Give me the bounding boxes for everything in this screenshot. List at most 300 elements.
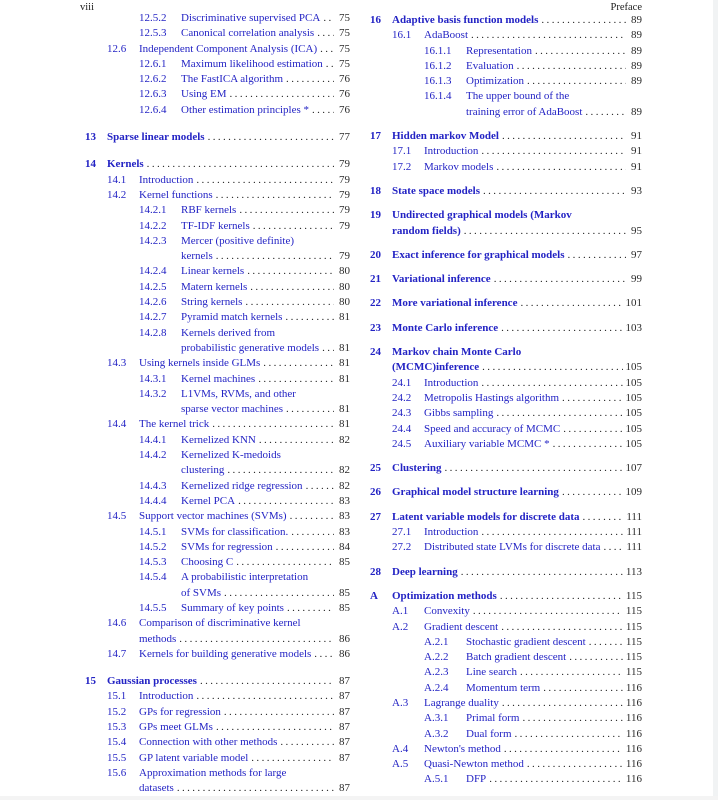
toc-entry-number: 24	[370, 346, 381, 359]
toc-entry-title: Maximum likelihood estimation	[181, 57, 323, 70]
toc-dot-leader	[258, 372, 334, 387]
toc-dot-leader	[251, 751, 334, 766]
toc-page-number: 87	[339, 705, 350, 718]
toc-entry[interactable]	[85, 751, 350, 766]
toc-dot-leader	[224, 705, 334, 720]
toc-entry[interactable]	[85, 203, 350, 218]
toc-page-number: 105	[625, 437, 642, 450]
toc-entry-title: TF-IDF kernels	[181, 219, 250, 232]
toc-entry[interactable]	[370, 525, 642, 540]
toc-chapter-entry[interactable]	[370, 565, 642, 580]
toc-page-number: 89	[631, 59, 642, 72]
toc-entry-title: methods	[139, 632, 177, 645]
toc-entry[interactable]	[85, 689, 350, 704]
toc-chapter-entry[interactable]	[370, 224, 642, 239]
toc-entry[interactable]	[370, 711, 642, 726]
toc-entry[interactable]	[370, 144, 642, 159]
toc-entry[interactable]	[370, 665, 642, 680]
toc-entry-number: 17.2	[392, 160, 412, 173]
toc-page-number: 79	[339, 204, 350, 217]
toc-chapter-entry[interactable]	[370, 461, 642, 476]
toc-entry-number: A.2.1	[424, 635, 449, 648]
toc-entry-title: Variational inference	[392, 273, 491, 286]
toc-entry-title: State space models	[392, 184, 480, 197]
toc-entry[interactable]	[370, 406, 642, 421]
toc-entry[interactable]	[370, 757, 642, 772]
scan-edge-right	[713, 0, 718, 800]
toc-entry-title: Deep learning	[392, 565, 458, 578]
toc-entry[interactable]	[85, 417, 350, 432]
toc-entry-number: 14.5.5	[139, 601, 167, 614]
toc-entry[interactable]	[85, 341, 350, 356]
toc-entry-title: Markov models	[424, 160, 494, 173]
toc-entry[interactable]	[85, 463, 350, 478]
toc-entry[interactable]	[370, 74, 642, 89]
toc-chapter-entry[interactable]	[85, 674, 350, 689]
toc-dot-leader	[317, 26, 334, 41]
toc-entry[interactable]	[85, 219, 350, 234]
toc-entry[interactable]	[370, 89, 642, 104]
toc-entry-number: 12.6.3	[139, 88, 167, 101]
toc-page-number: 116	[625, 742, 642, 755]
toc-dot-leader	[494, 272, 626, 287]
toc-dot-leader	[481, 376, 622, 391]
toc-dot-leader	[216, 720, 334, 735]
toc-page-number: 85	[339, 556, 350, 569]
toc-page-number: 115	[625, 635, 642, 648]
toc-entry[interactable]	[85, 295, 350, 310]
toc-entry[interactable]	[370, 604, 642, 619]
toc-entry[interactable]	[85, 326, 350, 341]
toc-page-number: 115	[625, 651, 642, 664]
toc-entry-title: Line search	[466, 666, 517, 679]
toc-entry[interactable]	[85, 555, 350, 570]
toc-page-number: 105	[625, 361, 642, 374]
toc-chapter-entry[interactable]	[370, 184, 642, 199]
toc-page-number: 116	[625, 758, 642, 771]
toc-entry-title: L1VMs, RVMs, and other	[181, 387, 296, 400]
toc-dot-leader	[520, 296, 622, 311]
toc-entry-number: 15.1	[107, 690, 127, 703]
toc-page-number: 99	[631, 273, 642, 286]
toc-entry[interactable]	[85, 479, 350, 494]
toc-entry-title: Mercer (positive definite)	[181, 234, 295, 247]
toc-entry-title: GP latent variable model	[139, 751, 249, 764]
toc-dot-leader	[286, 72, 334, 87]
toc-page-number: 81	[339, 341, 350, 354]
toc-entry[interactable]	[85, 234, 350, 249]
page-number-folio: viii	[80, 2, 95, 13]
toc-entry-title: The upper bound of the	[466, 90, 570, 103]
toc-entry[interactable]	[370, 376, 642, 391]
toc-entry-title: Using EM	[181, 88, 227, 101]
toc-entry-title: Adaptive basis function models	[392, 14, 539, 26]
toc-entry-title: Introduction	[424, 145, 479, 158]
toc-dot-leader	[461, 565, 623, 580]
toc-dot-leader	[250, 280, 334, 295]
toc-entry-number: 14.5	[107, 510, 127, 523]
running-head-preface: Preface	[610, 2, 642, 13]
toc-entry-number: 28	[370, 565, 381, 578]
toc-page-number: 82	[339, 433, 350, 446]
toc-page-number: 111	[626, 526, 642, 539]
toc-dot-leader	[276, 540, 334, 555]
toc-page-number: 79	[339, 188, 350, 201]
toc-dot-leader	[569, 650, 623, 665]
toc-dot-leader	[230, 87, 334, 102]
toc-entry-title: Momentum term	[466, 681, 541, 694]
toc-entry-number: 17.1	[392, 145, 412, 158]
toc-dot-leader	[501, 620, 623, 635]
toc-entry-title: Discriminative supervised PCA	[181, 12, 321, 24]
toc-entry-number: 15.2	[107, 705, 127, 718]
toc-entry[interactable]	[370, 540, 642, 555]
toc-page-number: 105	[625, 407, 642, 420]
toc-entry-number: 27.1	[392, 526, 412, 539]
toc-dot-leader	[527, 757, 623, 772]
toc-dot-leader	[227, 463, 334, 478]
toc-dot-leader	[568, 248, 626, 263]
toc-entry[interactable]	[370, 635, 642, 650]
toc-page-number: 81	[339, 403, 350, 416]
toc-page-number: 79	[339, 173, 350, 186]
toc-page-number: 115	[625, 605, 642, 618]
toc-entry-number: 14.5.1	[139, 525, 167, 538]
toc-entry[interactable]	[85, 11, 350, 26]
toc-entry[interactable]	[85, 26, 350, 41]
toc-entry[interactable]	[85, 402, 350, 417]
toc-entry[interactable]	[370, 681, 642, 696]
toc-entry-number: A.1	[392, 605, 409, 618]
toc-chapter-entry[interactable]	[370, 248, 642, 263]
toc-page-number: 115	[625, 620, 642, 633]
toc-entry-number: 23	[370, 321, 381, 334]
toc-entry-title: RBF kernels	[181, 204, 237, 217]
toc-dot-leader	[291, 525, 334, 540]
toc-entry-title: Introduction	[424, 376, 479, 389]
toc-dot-leader	[196, 173, 334, 188]
toc-chapter-entry[interactable]	[370, 485, 642, 500]
toc-dot-leader	[196, 689, 334, 704]
toc-entry[interactable]	[85, 103, 350, 118]
toc-entry[interactable]	[85, 173, 350, 188]
toc-entry-title: kernels	[181, 250, 213, 263]
toc-entry[interactable]	[85, 433, 350, 448]
toc-page-number: 75	[339, 57, 350, 70]
toc-entry-title: Auxiliary variable MCMC *	[424, 437, 550, 450]
toc-entry-number: 25	[370, 462, 381, 475]
toc-entry-title: Summary of key points	[181, 601, 284, 614]
toc-page-number: 76	[339, 73, 350, 86]
toc-dot-leader	[239, 203, 334, 218]
toc-entry-number: 14.7	[107, 647, 127, 660]
toc-entry-title: Kernelized KNN	[181, 433, 256, 446]
toc-entry[interactable]	[370, 44, 642, 59]
toc-entry[interactable]	[370, 650, 642, 665]
toc-dot-leader	[259, 433, 334, 448]
toc-page-number: 105	[625, 422, 642, 435]
toc-page-number: 81	[339, 372, 350, 385]
toc-page-number: 87	[339, 675, 350, 688]
toc-page-number: 82	[339, 464, 350, 477]
toc-entry-number: 26	[370, 486, 381, 499]
toc-entry[interactable]	[85, 72, 350, 87]
toc-entry-number: 16.1.3	[424, 75, 452, 88]
toc-page-number: 86	[339, 647, 350, 660]
toc-chapter-entry[interactable]	[370, 208, 642, 223]
toc-entry-title: Batch gradient descent	[466, 651, 567, 664]
toc-page-number: 81	[339, 311, 350, 324]
toc-entry-number: 24.2	[392, 391, 412, 404]
toc-dot-leader	[320, 42, 334, 57]
toc-entry[interactable]	[85, 632, 350, 647]
toc-entry-title: random fields)	[392, 224, 461, 237]
toc-entry[interactable]	[370, 696, 642, 711]
toc-entry[interactable]	[85, 601, 350, 616]
toc-page-number: 83	[339, 525, 350, 538]
toc-entry-number: 15	[85, 675, 96, 688]
toc-page-number: 87	[339, 721, 350, 734]
toc-dot-leader	[543, 681, 623, 696]
toc-dot-leader	[471, 28, 626, 43]
toc-entry-number: 14.2.4	[139, 265, 167, 278]
toc-chapter-entry[interactable]	[370, 272, 642, 287]
toc-chapter-entry[interactable]	[370, 360, 642, 375]
toc-column-left	[85, 11, 350, 797]
toc-entry-title: sparse vector machines	[181, 403, 284, 416]
toc-page-number: 75	[339, 27, 350, 40]
toc-entry[interactable]	[85, 540, 350, 555]
toc-entry[interactable]	[370, 742, 642, 757]
toc-dot-leader	[285, 310, 334, 325]
toc-column-right	[370, 13, 642, 788]
toc-entry[interactable]	[85, 356, 350, 371]
toc-chapter-entry[interactable]	[370, 129, 642, 144]
toc-entry-number: 16.1	[392, 29, 412, 42]
toc-dot-leader	[502, 129, 626, 144]
toc-dot-leader	[177, 781, 334, 796]
toc-entry-title: Gradient descent	[424, 620, 499, 633]
toc-page-number: 81	[339, 357, 350, 370]
toc-entry-title: Independent Component Analysis (ICA)	[139, 42, 318, 55]
toc-dot-leader	[504, 742, 623, 757]
toc-page-number: 84	[339, 540, 350, 553]
toc-entry[interactable]	[85, 372, 350, 387]
toc-entry-number: 14.2.3	[139, 234, 167, 247]
toc-entry-number: 14.2.8	[139, 326, 167, 339]
toc-page-number: 75	[339, 12, 350, 24]
toc-entry[interactable]	[85, 586, 350, 601]
toc-chapter-entry[interactable]	[370, 589, 642, 604]
toc-entry-number: 24.3	[392, 407, 412, 420]
toc-entry[interactable]	[85, 766, 350, 781]
toc-page-number: 91	[631, 145, 642, 158]
toc-entry[interactable]	[370, 28, 642, 43]
toc-entry-number: 14.4	[107, 418, 127, 431]
toc-entry-title: Pyramid match kernels	[181, 311, 283, 324]
toc-entry[interactable]	[370, 437, 642, 452]
toc-entry-number: 14.4.2	[139, 449, 167, 462]
toc-page-number: 111	[626, 541, 642, 554]
toc-chapter-entry[interactable]	[370, 321, 642, 336]
toc-dot-leader	[200, 674, 334, 689]
toc-entry-title: Support vector machines (SVMs)	[139, 510, 287, 523]
toc-page-number: 89	[631, 105, 642, 118]
toc-page-number: 93	[631, 184, 642, 197]
toc-entry-number: 12.5.3	[139, 27, 167, 40]
toc-page-number: 91	[631, 130, 642, 143]
toc-entry-number: 14.2.6	[139, 296, 167, 309]
toc-entry-title: Quasi-Newton method	[424, 758, 524, 771]
toc-entry-title: AdaBoost	[424, 29, 468, 42]
toc-dot-leader	[553, 437, 623, 452]
toc-chapter-entry[interactable]	[370, 13, 642, 28]
toc-entry[interactable]	[370, 620, 642, 635]
toc-dot-leader	[445, 461, 623, 476]
toc-entry[interactable]	[370, 105, 642, 120]
toc-entry-number: 14.4.3	[139, 479, 167, 492]
toc-chapter-entry[interactable]	[370, 510, 642, 525]
toc-chapter-entry[interactable]	[370, 345, 642, 360]
toc-entry-title: Optimization methods	[392, 589, 497, 602]
toc-entry-title: Gibbs sampling	[424, 407, 494, 420]
toc-entry-title: of SVMs	[181, 586, 222, 599]
toc-entry-title: Dual form	[466, 727, 512, 740]
toc-page-number: 116	[625, 727, 642, 740]
toc-dot-leader	[290, 509, 334, 524]
toc-entry[interactable]	[85, 264, 350, 279]
toc-entry-number: 21	[370, 273, 381, 286]
toc-dot-leader	[489, 772, 623, 787]
toc-entry[interactable]	[370, 391, 642, 406]
toc-page-number: 87	[339, 751, 350, 764]
toc-entry[interactable]	[85, 616, 350, 631]
toc-entry[interactable]	[85, 87, 350, 102]
toc-page-number: 76	[339, 103, 350, 116]
toc-entry[interactable]	[370, 160, 642, 175]
toc-dot-leader	[314, 647, 334, 662]
toc-chapter-entry[interactable]	[85, 157, 350, 172]
toc-entry-number: 14.2	[107, 188, 127, 201]
toc-entry[interactable]	[370, 772, 642, 787]
toc-entry-title: training error of AdaBoost	[466, 105, 583, 118]
toc-page-number: 97	[631, 248, 642, 261]
toc-dot-leader	[147, 157, 334, 172]
toc-entry-number: A.5	[392, 758, 409, 771]
toc-entry-title: Markov chain Monte Carlo	[392, 346, 522, 359]
toc-entry-title: Speed and accuracy of MCMC	[424, 422, 561, 435]
toc-entry-title: Kernel PCA	[181, 494, 236, 507]
toc-dot-leader	[253, 219, 334, 234]
toc-entry-number: 19	[370, 209, 381, 222]
toc-entry-title: Optimization	[466, 75, 525, 88]
toc-entry-number: 14.3.2	[139, 387, 167, 400]
toc-page-number: 79	[339, 250, 350, 263]
toc-entry-number: 27.2	[392, 541, 412, 554]
toc-dot-leader	[496, 406, 622, 421]
toc-entry-number: A.2	[392, 620, 409, 633]
toc-page-number: 95	[631, 224, 642, 237]
toc-entry-number: 12.6.1	[139, 57, 167, 70]
toc-entry[interactable]	[85, 647, 350, 662]
toc-entry[interactable]	[85, 705, 350, 720]
toc-entry-number: A.3.1	[424, 712, 449, 725]
toc-entry-title: Comparison of discriminative kernel	[139, 617, 301, 630]
toc-entry[interactable]	[85, 42, 350, 57]
toc-entry[interactable]	[85, 310, 350, 325]
toc-entry[interactable]	[85, 525, 350, 540]
toc-chapter-entry[interactable]	[85, 130, 350, 145]
toc-entry-number: 27	[370, 510, 381, 523]
toc-entry[interactable]	[85, 781, 350, 796]
toc-entry-title: Kernel functions	[139, 188, 213, 201]
toc-entry-title: SVMs for regression	[181, 540, 273, 553]
toc-page-number: 75	[339, 42, 350, 55]
toc-entry-number: 12.6.4	[139, 103, 167, 116]
toc-entry-number: A.4	[392, 742, 409, 755]
toc-entry[interactable]	[85, 509, 350, 524]
toc-entry-number: 12.6	[107, 42, 127, 55]
toc-entry-title: datasets	[139, 782, 174, 795]
toc-entry-number: 14	[85, 158, 96, 171]
toc-entry-title: Choosing C	[181, 556, 234, 569]
toc-dot-leader	[306, 479, 334, 494]
toc-page-number: 109	[625, 486, 642, 499]
toc-page-number: 85	[339, 601, 350, 614]
toc-dot-leader	[179, 632, 334, 647]
toc-dot-leader	[245, 295, 334, 310]
toc-entry[interactable]	[85, 387, 350, 402]
toc-entry[interactable]	[85, 188, 350, 203]
toc-entry[interactable]	[370, 422, 642, 437]
toc-page-number: 115	[625, 666, 642, 679]
toc-dot-leader	[323, 11, 334, 26]
toc-dot-leader	[527, 74, 626, 89]
toc-entry[interactable]	[370, 59, 642, 74]
toc-dot-leader	[500, 589, 623, 604]
toc-entry-number: 13	[85, 131, 96, 144]
toc-page-number: 85	[339, 586, 350, 599]
toc-page-number: 89	[631, 29, 642, 42]
toc-entry-number: A	[370, 589, 378, 602]
toc-entry-title: Hidden markov Model	[392, 130, 499, 143]
toc-page-number: 87	[339, 782, 350, 795]
toc-dot-leader	[286, 402, 334, 417]
toc-entry[interactable]	[370, 727, 642, 742]
toc-entry[interactable]	[85, 57, 350, 72]
toc-entry[interactable]	[85, 570, 350, 585]
toc-page-number: 83	[339, 510, 350, 523]
toc-entry-title: probabilistic generative models	[181, 341, 320, 354]
toc-dot-leader	[280, 735, 334, 750]
toc-chapter-entry[interactable]	[370, 296, 642, 311]
toc-entry[interactable]	[85, 448, 350, 463]
toc-entry[interactable]	[85, 249, 350, 264]
toc-entry-title: More variational inference	[392, 297, 518, 310]
toc-entry[interactable]	[85, 720, 350, 735]
toc-entry-title: Introduction	[139, 690, 194, 703]
toc-entry[interactable]	[85, 735, 350, 750]
toc-entry-title: Stochastic gradient descent	[466, 635, 586, 648]
toc-entry[interactable]	[85, 280, 350, 295]
toc-entry-title: Approximation methods for large	[139, 766, 287, 779]
toc-entry-number: 18	[370, 184, 381, 197]
toc-entry-title: Kernel machines	[181, 372, 256, 385]
toc-dot-leader	[502, 696, 623, 711]
toc-entry-title: Representation	[466, 44, 532, 57]
toc-entry-title: Kernels for building generative models	[139, 647, 312, 660]
toc-entry[interactable]	[85, 494, 350, 509]
